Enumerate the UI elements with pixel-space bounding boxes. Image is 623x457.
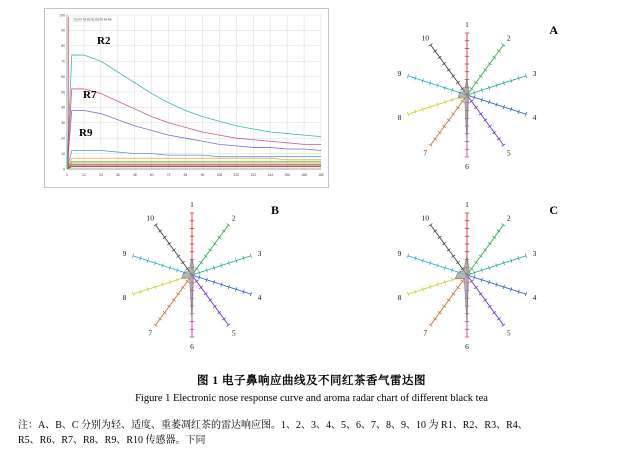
svg-text:2: 2	[231, 213, 236, 223]
svg-text:4: 4	[532, 112, 537, 122]
line-chart-annotation-r2: R2	[97, 35, 111, 47]
svg-text:9: 9	[397, 69, 402, 79]
figure-caption-cn: 图 1 电子鼻响应曲线及不同红茶香气雷达图	[197, 375, 426, 387]
svg-text:168: 168	[301, 173, 307, 177]
radar-c-svg	[375, 195, 560, 360]
line-chart-annotation-r7: R7	[83, 89, 97, 101]
svg-text:30: 30	[61, 121, 65, 126]
svg-text:5: 5	[506, 148, 511, 158]
svg-text:10: 10	[61, 151, 65, 156]
svg-text:8: 8	[397, 112, 402, 122]
figure-note	[18, 418, 608, 448]
radar-chart-a	[375, 15, 560, 180]
svg-text:R2 R7 R9 R6 R1 R5 R3 R4 R8: R2 R7 R9 R6 R1 R5 R3 R4 R8	[74, 18, 112, 22]
svg-text:4: 4	[257, 292, 262, 302]
svg-text:108: 108	[216, 173, 223, 177]
svg-text:10: 10	[421, 213, 430, 223]
figure-caption-en: Figure 1 Electronic nose response curve and aroma radar chart of different black tea	[135, 393, 488, 404]
svg-text:6: 6	[190, 342, 194, 351]
svg-text:100: 100	[59, 13, 65, 18]
svg-text:36: 36	[115, 173, 120, 177]
svg-text:5: 5	[506, 328, 511, 338]
svg-text:60: 60	[61, 74, 65, 79]
svg-text:8: 8	[397, 292, 402, 302]
svg-text:80: 80	[61, 44, 65, 49]
svg-text:50: 50	[61, 90, 65, 95]
svg-text:9: 9	[122, 249, 127, 259]
svg-text:24: 24	[98, 173, 103, 177]
svg-text:6: 6	[465, 342, 469, 351]
svg-text:60: 60	[149, 173, 154, 177]
radar-c-label: C	[549, 203, 558, 217]
svg-text:40: 40	[61, 105, 65, 110]
radar-chart-c	[375, 195, 560, 360]
svg-text:48: 48	[132, 173, 137, 177]
svg-text:3: 3	[532, 249, 537, 259]
svg-text:7: 7	[148, 328, 153, 338]
svg-text:8: 8	[122, 292, 127, 302]
svg-text:10: 10	[421, 33, 430, 43]
radar-b-svg	[100, 195, 285, 360]
svg-text:4: 4	[532, 292, 537, 302]
svg-text:1: 1	[190, 200, 194, 209]
svg-text:70: 70	[61, 59, 65, 64]
svg-text:10: 10	[146, 213, 155, 223]
radar-a-svg	[375, 15, 560, 180]
line-chart-annotation-r9: R9	[79, 127, 93, 139]
svg-text:0: 0	[66, 173, 68, 177]
svg-text:156: 156	[284, 173, 290, 177]
svg-text:12: 12	[82, 173, 86, 177]
svg-text:1: 1	[465, 20, 469, 29]
radar-chart-b	[100, 195, 285, 360]
svg-text:84: 84	[183, 173, 188, 177]
svg-text:120: 120	[233, 173, 240, 177]
line-chart	[44, 8, 329, 188]
svg-text:72: 72	[166, 173, 171, 177]
svg-text:7: 7	[423, 148, 428, 158]
figure-note-line-2: R5、R6、R7、R8、R9、R10 传感器。下同	[18, 435, 206, 446]
svg-text:0: 0	[63, 167, 65, 172]
radar-a-label: A	[549, 23, 558, 37]
svg-text:132: 132	[250, 173, 257, 177]
svg-text:2: 2	[506, 33, 511, 43]
figure-note-line-1: 注：A、B、C 分别为轻、适度、重萎凋红茶的雷达响应图。1、2、3、4、5、6、7、8、9、10 为 R1、R2、R3、R4、	[18, 420, 528, 431]
svg-text:180: 180	[318, 173, 324, 177]
radar-b-label: B	[270, 203, 279, 217]
svg-text:5: 5	[231, 328, 236, 338]
svg-text:1: 1	[465, 200, 469, 209]
svg-text:3: 3	[532, 69, 537, 79]
svg-text:20: 20	[61, 136, 65, 141]
svg-text:90: 90	[61, 28, 65, 33]
svg-text:3: 3	[257, 249, 262, 259]
svg-text:144: 144	[267, 173, 274, 177]
svg-text:96: 96	[200, 173, 205, 177]
svg-text:9: 9	[397, 249, 402, 259]
svg-text:6: 6	[465, 162, 469, 171]
svg-text:2: 2	[506, 213, 511, 223]
svg-text:7: 7	[423, 328, 428, 338]
